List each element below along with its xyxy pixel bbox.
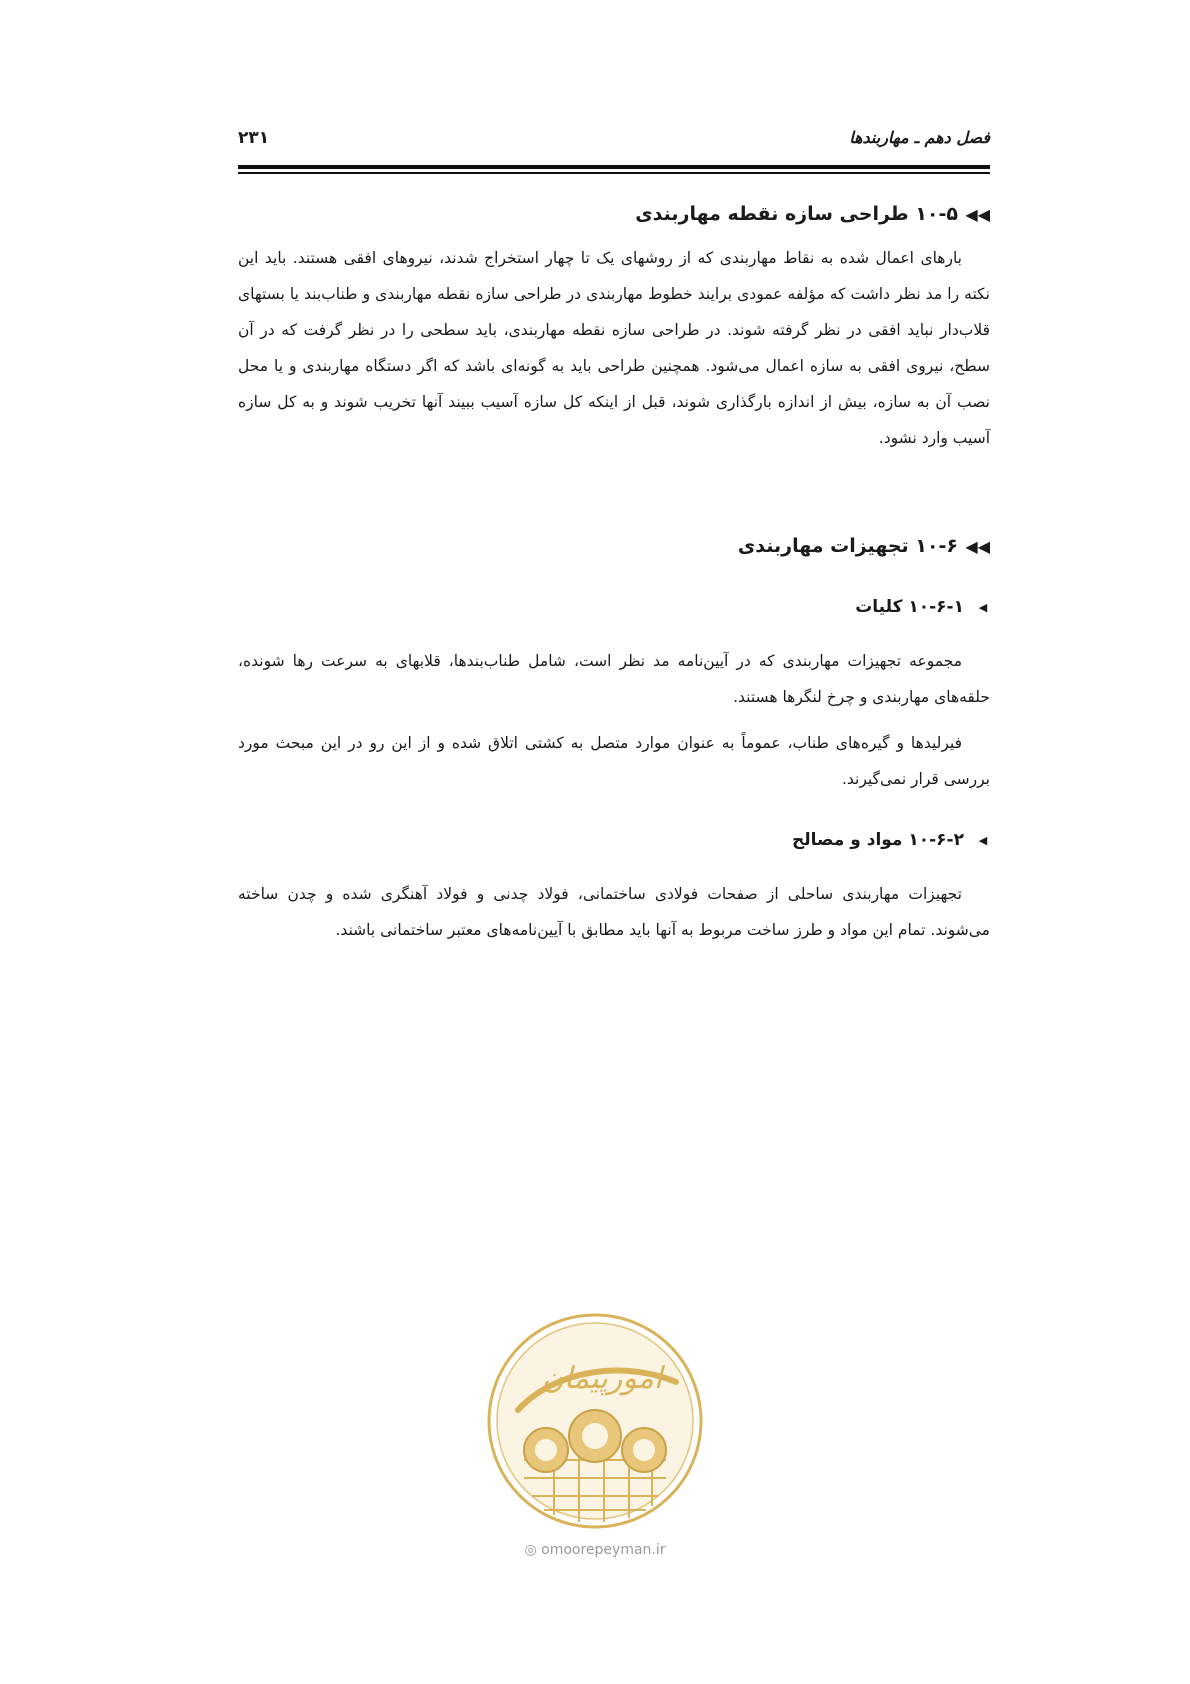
paragraph: تجهیزات مهاربندی ساحلی از صفحات فولادی ساختمانی، فولاد چدنی و فولاد آهنگری شده و چدن ساخته می‌شوند. تمام این مواد و طرز ساخت مربوط به آنها باید مطابق با آیین‌نامه‌های معتبر ساختمانی باشند.	[238, 885, 990, 939]
watermark-logo-text: امورپیمان	[541, 1361, 663, 1396]
subsection-heading-10-6-2	[238, 830, 990, 850]
double-triangle-left-icon: ◀◀	[965, 536, 990, 556]
globe-icon: ◎	[524, 1542, 537, 1558]
subsection-heading-10-6-1	[238, 597, 990, 617]
chapter-title: فصل دهم ـ مهاربندها	[849, 128, 990, 147]
section-heading-10-5	[238, 203, 990, 225]
paragraph: مجموعه تجهیزات مهاربندی که در آیین‌نامه مد نظر است، شامل طناب‌بندها، قلابهای به سرعت رها شونده، حلقه‌های مهاربندی و چرخ لنگرها هستند.	[238, 652, 990, 706]
site-url: omoorepeyman.ir	[541, 1542, 666, 1558]
header-rule-thick	[238, 165, 990, 169]
triangle-left-icon: ◀	[978, 600, 988, 614]
section-heading-10-6	[238, 535, 990, 557]
subsection-title: ۱۰-۶-۲ مواد و مصالح	[792, 830, 964, 850]
subsection-title: ۱۰-۶-۱ کلیات	[855, 597, 964, 617]
header-rule-thin	[238, 172, 990, 174]
triangle-left-icon: ◀	[978, 833, 988, 847]
section-title: ۱۰-۵ طراحی سازه نقطه مهاربندی	[635, 203, 958, 225]
page-number: ۲۳۱	[238, 128, 270, 148]
paragraph: بارهای اعمال شده به نقاط مهاربندی که از روشهای یک تا چهار استخراج شدند، نیروهای افقی هستند. باید این نکته را مد نظر داشت که مؤلفه عمودی برایند خطوط مهاربندی در طراحی سازه نقطه مهاربندی و طناب‌بند یا بستهای قلاب‌دار نباید افقی در نظر گرفته شوند. در طراحی سازه نقطه مهاربندی، باید سطحی را در نظر گرفت که در آن سطح، نیروی افقی به سازه اعمال می‌شود. همچنین طراحی باید به گونه‌ای باشد که اگر دستگاه مهاربندی و یا محل نصب آن به سازه، بیش از اندازه بارگذاری شوند، قبل از اینکه کل سازه آسیب ببیند آنها تخریب شوند و به کل سازه آسیب وارد نشود.	[238, 249, 990, 447]
double-triangle-left-icon: ◀◀	[965, 204, 990, 224]
section-title: ۱۰-۶ تجهیزات مهاربندی	[737, 535, 958, 557]
paragraph: فیرلیدها و گیره‌های طناب، عموماً به عنوان موارد متصل به کشتی اتلاق شده و از این رو در این مبحث مورد بررسی قرار نمی‌گیرند.	[238, 734, 990, 788]
watermark-logo	[484, 1310, 706, 1532]
running-header	[238, 128, 990, 158]
watermark-site	[484, 1542, 706, 1558]
